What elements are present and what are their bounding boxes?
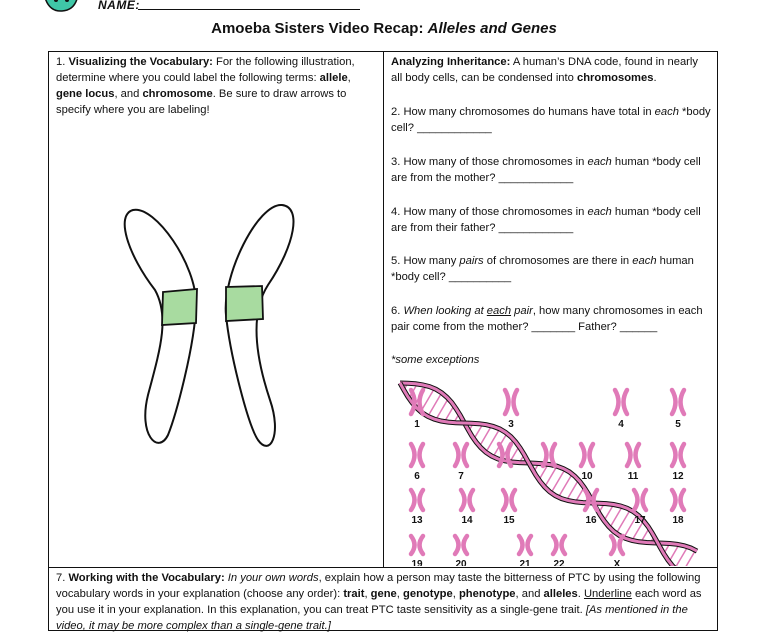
question-1: 1. Visualizing the Vocabulary: For the following illustration, determine where you could label the following terms: allele, gene locus, and chromosome. Be sure to draw arrows to specify where you are labeling! — [56, 54, 376, 118]
chromosome-label: 3 — [508, 419, 514, 430]
chromosome-mark — [512, 490, 516, 510]
chromosome-mark — [411, 490, 415, 510]
chromosome-label: 17 — [634, 515, 646, 526]
chromosome-mark — [420, 444, 424, 466]
chromosome-mark — [455, 536, 459, 554]
chromosome-mark — [672, 490, 676, 510]
dna-double-helix — [400, 383, 697, 566]
chromosome-mark — [519, 536, 523, 554]
question-5: 5. How many pairs of chromosomes are there in each human *body cell? __________ — [391, 253, 711, 285]
chromosome-label: 1 — [414, 419, 420, 430]
amoeba-logo-icon — [40, 0, 84, 16]
chromosome-mark — [590, 444, 594, 466]
dna-rung — [567, 480, 579, 500]
right-chromatid — [226, 205, 294, 446]
chromosome-mark — [611, 536, 615, 554]
chromosome-label: 7 — [458, 471, 464, 482]
chromosome-mark — [672, 390, 676, 414]
chromosome-mark — [420, 536, 424, 554]
chromosome-label: 11 — [628, 471, 639, 482]
chromosome-mark — [505, 390, 509, 414]
karyotype-dna-illustration — [395, 378, 705, 566]
chromosome-mark — [594, 490, 598, 510]
chromosome-mark — [420, 390, 424, 414]
question-4: 4. How many of those chromosomes in each human *body cell are from their father? ____________ — [391, 204, 711, 236]
chromosome-mark — [562, 536, 566, 554]
chromosome-label: 16 — [585, 515, 597, 526]
left-gene-band — [162, 289, 197, 325]
chromosome-label: 18 — [672, 515, 684, 526]
chromosome-label: 4 — [618, 419, 624, 430]
chromosome-mark — [464, 444, 468, 466]
dna-rung — [604, 505, 614, 521]
dna-strand — [400, 383, 697, 551]
chromosome-mark — [464, 536, 468, 554]
chromosome-label: 20 — [455, 559, 467, 566]
dna-rung — [480, 426, 492, 446]
chromosome-mark — [627, 444, 631, 466]
chromosome-mark — [455, 444, 459, 466]
chromosome-label: 19 — [411, 559, 423, 566]
dna-rung — [669, 545, 679, 562]
chromosome-mark — [620, 536, 624, 554]
name-label: NAME: — [98, 0, 140, 12]
chromosome-mark — [681, 490, 685, 510]
row-divider — [48, 567, 718, 568]
question-7: 7. Working with the Vocabulary: In your own words, explain how a person may taste the bitterness of PTC by using the following vocabulary words in your explanation (choose any order): trait, gene, genotype, phenotype, and alleles. Underline each word as you use it in your explanation. In this explanation, you can treat PTC taste sensitivity as a single-gene trait. [As mentioned in the video, it may be more complex than a single-gene trait.] — [56, 570, 712, 634]
dna-rung — [436, 399, 449, 420]
analyzing-inheritance-intro: Analyzing Inheritance: A human’s DNA code, found in nearly all body cells, can be condensed into chromosomes. — [391, 54, 711, 86]
chromosome-mark — [514, 390, 518, 414]
chromosome-mark — [624, 390, 628, 414]
chromosome-mark — [528, 536, 532, 554]
chromosome-mark — [420, 490, 424, 510]
page-title — [0, 20, 768, 37]
chromosome-mark — [411, 444, 415, 466]
chromosome-mark — [553, 536, 557, 554]
chromosome-label: 6 — [414, 471, 420, 482]
dna-strand — [400, 383, 697, 551]
chromosome-mark — [634, 490, 638, 510]
chromosome-mark — [681, 390, 685, 414]
chromosome-mark — [552, 444, 556, 466]
chromosome-mark — [470, 490, 474, 510]
exceptions-note: *some exceptions — [391, 352, 711, 368]
chromosome-mark — [643, 490, 647, 510]
question-2: 2. How many chromosomes do humans have total in each *body cell? ____________ — [391, 104, 711, 136]
chromosome-mark — [672, 444, 676, 466]
chromosome-mark — [543, 444, 547, 466]
chromosome-mark — [615, 390, 619, 414]
chromosome-mark — [461, 490, 465, 510]
chromosome-label: 22 — [553, 559, 565, 566]
chromosome-label: X — [614, 559, 621, 566]
chromosome-label: 5 — [675, 419, 681, 430]
dna-rung — [545, 466, 557, 487]
chromosome-mark — [581, 444, 585, 466]
chromosome-mark — [508, 444, 512, 466]
chromosome-illustration — [110, 195, 310, 465]
left-chromatid — [125, 210, 196, 443]
chromosome-mark — [411, 536, 415, 554]
chromosome-label: 14 — [461, 515, 473, 526]
chromosome-mark — [499, 444, 503, 466]
chromosome-label: 13 — [411, 515, 423, 526]
chromosome-mark — [636, 444, 640, 466]
chromosome-label: 10 — [581, 471, 593, 482]
chromosome-label: 15 — [503, 515, 515, 526]
chromosome-label: 21 — [519, 559, 531, 566]
dna-rung — [610, 507, 623, 528]
right-gene-band — [226, 286, 263, 321]
column-divider — [383, 51, 384, 568]
chromosome-label: 12 — [672, 471, 684, 482]
chromosome-mark — [681, 444, 685, 466]
title-prefix: Amoeba Sisters Video Recap: — [211, 20, 427, 37]
question-6: 6. When looking at each pair, how many chromosomes in each pair come from the mother? _______ Father? ______ — [391, 303, 711, 335]
title-emphasis: Alleles and Genes — [428, 20, 557, 37]
question-3: 3. How many of those chromosomes in each human *body cell are from the mother? ____________ — [391, 154, 711, 186]
chromosome-mark — [503, 490, 507, 510]
chromosome-mark — [585, 490, 589, 510]
name-input-line[interactable] — [138, 9, 360, 10]
